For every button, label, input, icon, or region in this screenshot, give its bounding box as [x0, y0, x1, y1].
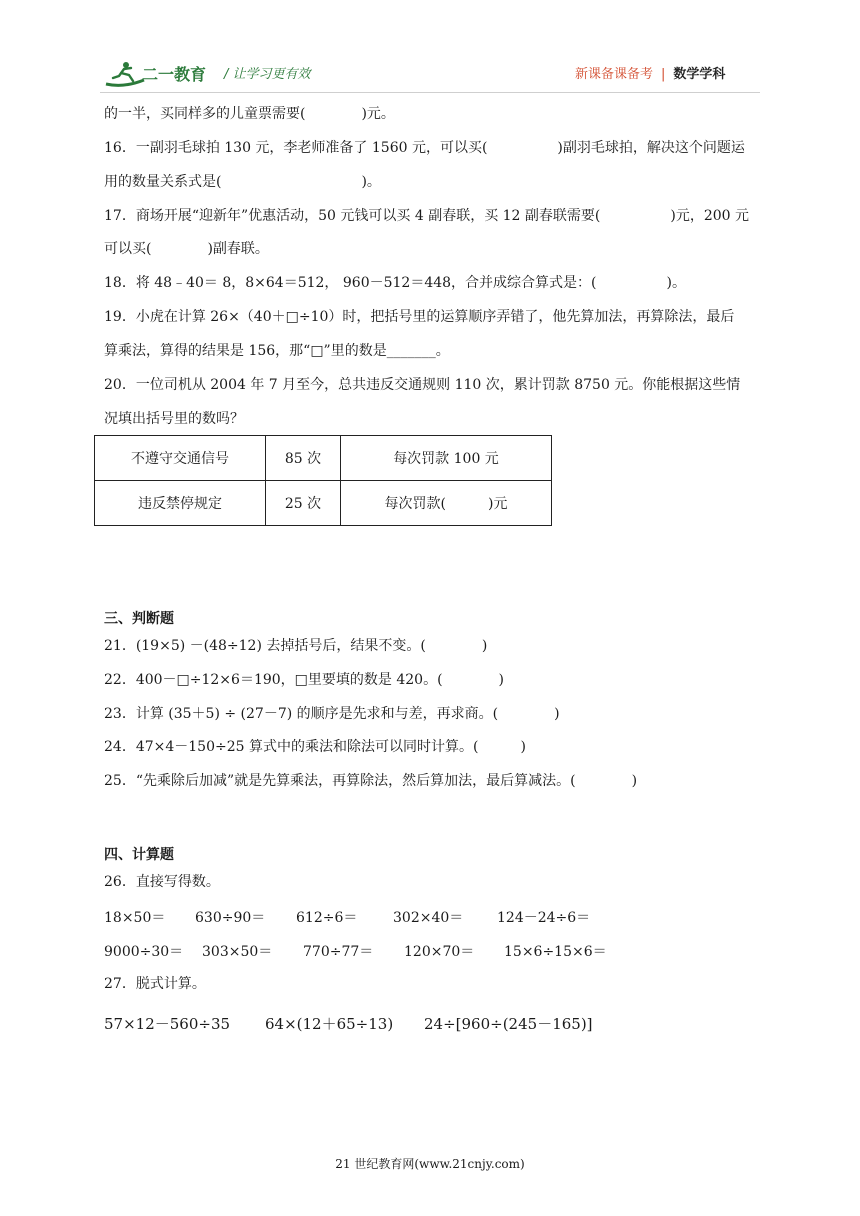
- section-title-judgement: 三、判断题: [104, 611, 174, 627]
- question-26: 26．直接写得数。: [104, 874, 220, 890]
- section-title-calculation: 四、计算题: [104, 847, 174, 863]
- question-22: 22．400－□÷12×6＝190，□里要填的数是 420。( ): [104, 672, 504, 688]
- oral-calc-item: 18×50＝: [104, 910, 166, 926]
- question-19-line2: 算乘法，算得的结果是 156，那“□”里的数是_______。: [104, 343, 450, 359]
- oral-calc-item: 120×70＝: [404, 944, 475, 960]
- question-15-continued: 的一半，买同样多的儿童票需要( )元。: [104, 106, 395, 122]
- question-21: 21．(19×5) －(48÷12) 去掉括号后，结果不变。( ): [104, 638, 488, 654]
- table-cell: 每次罚款( )元: [341, 481, 552, 526]
- question-18: 18．将 48﹣40＝ 8，8×64＝512， 960－512＝448，合并成综合算式是：( )。: [104, 275, 686, 291]
- question-25: 25．“先乘除后加减”就是先算乘法，再算除法，然后算加法，最后算减法。( ): [104, 773, 638, 789]
- question-27: 27．脱式计算。: [104, 976, 206, 992]
- oral-calc-item: 9000÷30＝: [104, 944, 184, 960]
- oral-calc-item: 770÷77＝: [303, 944, 374, 960]
- step-calc-expression: 57×12－560÷35: [104, 1015, 231, 1033]
- oral-calc-item: 302×40＝: [393, 910, 464, 926]
- question-17-line2: 可以买( )副春联。: [104, 241, 269, 257]
- header-rule: [100, 92, 760, 93]
- question-17-line1: 17．商场开展“迎新年”优惠活动，50 元钱可以买 4 副春联，买 12 副春联需要( )元，200 元: [104, 208, 750, 224]
- question-19-line1: 19．小虎在计算 26×（40＋□÷10）时，把括号里的运算顺序弄错了，他先算加法，再算除法，最后: [104, 309, 735, 325]
- header-slogan: / 让学习更有效: [224, 67, 311, 82]
- fine-table: [94, 435, 552, 526]
- page-footer: 21 世纪教育网(www.21cnjy.com): [335, 1157, 525, 1171]
- header-separator: |: [661, 67, 666, 82]
- table-cell: 25 次: [266, 481, 341, 526]
- table-cell: 每次罚款 100 元: [341, 436, 552, 481]
- oral-calc-item: 15×6÷15×6＝: [504, 944, 607, 960]
- table-row: [95, 436, 552, 481]
- step-calc-expression: 64×(12＋65÷13): [265, 1015, 394, 1033]
- logo-text: 二一教育: [142, 65, 207, 84]
- question-16-line1: 16．一副羽毛球拍 130 元，李老师准备了 1560 元，可以买( )副羽毛球拍，解决这个问题运: [104, 140, 745, 156]
- oral-calc-item: 630÷90＝: [195, 910, 266, 926]
- oral-calc-item: 124－24÷6＝: [497, 910, 591, 926]
- question-20-line1: 20．一位司机从 2004 年 7 月至今，总共违反交通规则 110 次，累计罚款 8750 元。你能根据这些情: [104, 377, 741, 393]
- table-cell: 85 次: [266, 436, 341, 481]
- table-cell: 违反禁停规定: [95, 481, 266, 526]
- oral-calc-item: 612÷6＝: [296, 910, 358, 926]
- oral-calc-item: 303×50＝: [202, 944, 273, 960]
- header-subject-label: 数学学科: [673, 67, 726, 82]
- question-24: 24．47×4－150÷25 算式中的乘法和除法可以同时计算。( ): [104, 739, 526, 755]
- table-cell: 不遵守交通信号: [95, 436, 266, 481]
- question-16-line2: 用的数量关系式是( )。: [104, 174, 381, 190]
- step-calc-expression: 24÷[960÷(245－165)]: [424, 1015, 593, 1033]
- question-20-line2: 况填出括号里的数吗？: [104, 411, 244, 427]
- header-subject: [575, 63, 725, 82]
- header-course-label: 新课备课备考: [575, 67, 654, 82]
- logo: [104, 58, 214, 90]
- question-23: 23．计算 (35＋5) ÷ (27－7) 的顺序是先求和与差，再求商。( ): [104, 706, 560, 722]
- runner-logo-icon: [104, 58, 214, 90]
- table-row: [95, 481, 552, 526]
